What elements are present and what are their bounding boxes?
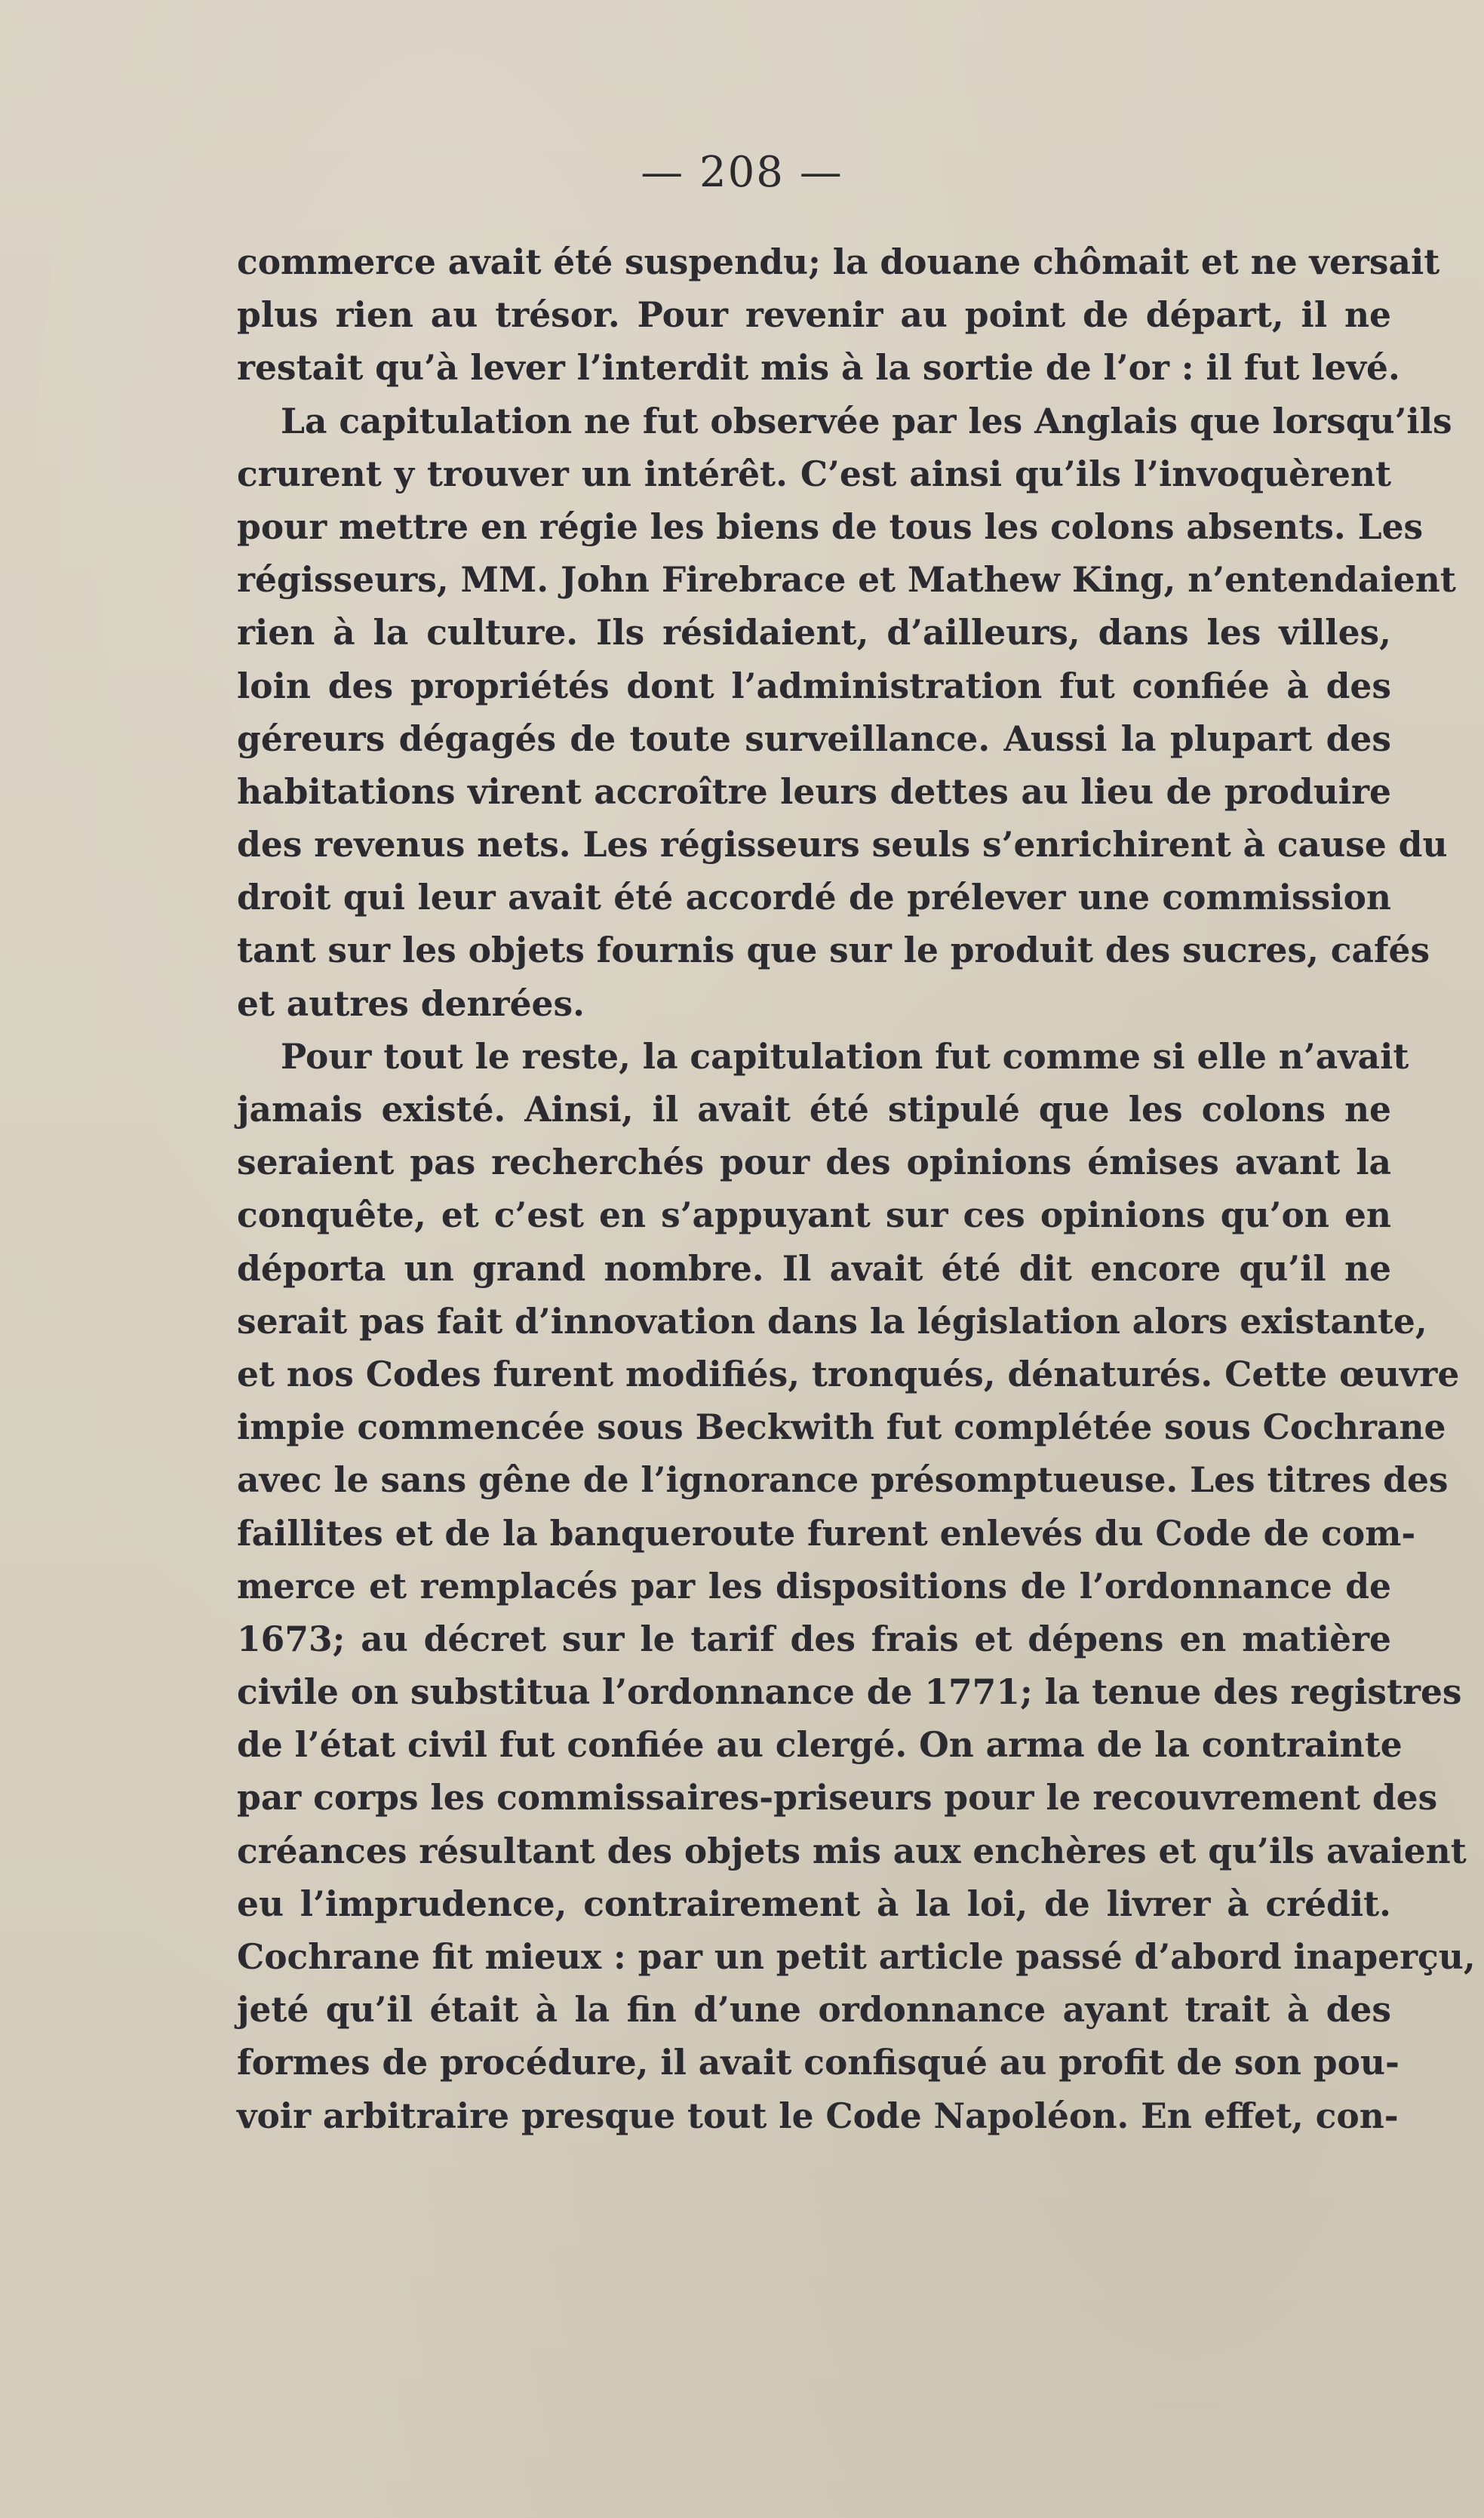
text-line: tant sur les objets fournis que sur le produit des sucres, cafés xyxy=(237,930,1430,971)
text-line: faillites et de la banqueroute furent enlevés du Code de com- xyxy=(237,1512,1416,1554)
text-line: formes de procédure, il avait confisqué au profit de son pou- xyxy=(237,2042,1400,2083)
text-line: par corps les commissaires-priseurs pour le recouvrement des xyxy=(237,1777,1438,1819)
text-line: serait pas fait d’innovation dans la législation alors existante, xyxy=(237,1300,1427,1342)
page-number: — 208 — xyxy=(641,148,843,197)
text-line: Cochrane fit mieux : par un petit article passé d’abord inaperçu, xyxy=(237,1936,1476,1977)
text-line: civile on substitua l’ordonnance de 1771; la tenue des registres xyxy=(237,1671,1462,1713)
body-text xyxy=(237,235,1476,2142)
text-line: rien à la culture. Ils résidaient, d’ailleurs, dans les villes, xyxy=(237,612,1391,653)
text-line: eu l’imprudence, contrairement à la loi, de livrer à crédit. xyxy=(237,1883,1391,1924)
text-line: impie commencée sous Beckwith fut complétée sous Cochrane xyxy=(237,1407,1446,1448)
text-line: habitations virent accroître leurs dettes au lieu de produire xyxy=(237,770,1391,812)
text-line: géreurs dégagés de toute surveillance. Aussi la plupart des xyxy=(237,718,1391,759)
text-line: avec le sans gêne de l’ignorance présomptueuse. Les titres des xyxy=(237,1459,1449,1501)
text-line: créances résultant des objets mis aux enchères et qu’ils avaient xyxy=(237,1830,1467,1871)
text-line: jeté qu’il était à la fin d’une ordonnance ayant trait à des xyxy=(237,1989,1391,2031)
text-line: La capitulation ne fut observée par les Anglais que lorsqu’ils xyxy=(281,400,1452,441)
text-line: crurent y trouver un intérêt. C’est ainsi qu’ils l’invoquèrent xyxy=(237,453,1391,494)
text-line: et nos Codes furent modifiés, tronqués, dénaturés. Cette œuvre xyxy=(237,1353,1460,1394)
text-line: de l’état civil fut confiée au clergé. On arma de la contrainte xyxy=(237,1724,1403,1766)
text-line: des revenus nets. Les régisseurs seuls s’enrichirent à cause du xyxy=(237,824,1448,865)
text-line: merce et remplacés par les dispositions de l’ordonnance de xyxy=(237,1565,1391,1606)
text-line: déporta un grand nombre. Il avait été dit encore qu’il ne xyxy=(237,1247,1391,1289)
text-line: droit qui leur avait été accordé de prélever une commission xyxy=(237,877,1391,918)
text-line: restait qu’à lever l’interdit mis à la sortie de l’or : il fut levé. xyxy=(237,347,1400,389)
text-line: commerce avait été suspendu; la douane chômait et ne versait xyxy=(237,241,1440,282)
text-line: seraient pas recherchés pour des opinions émises avant la xyxy=(237,1142,1391,1183)
text-line: régisseurs, MM. John Firebrace et Mathew King, n’entendaient xyxy=(237,559,1456,601)
text-line: pour mettre en régie les biens de tous les colons absents. Les xyxy=(237,506,1424,547)
text-line: et autres denrées. xyxy=(237,982,585,1024)
text-line: loin des propriétés dont l’administration fut confiée à des xyxy=(237,665,1391,706)
text-line: Pour tout le reste, la capitulation fut comme si elle n’avait xyxy=(281,1035,1409,1077)
text-line: plus rien au trésor. Pour revenir au point de départ, il ne xyxy=(237,294,1391,336)
text-line: voir arbitraire presque tout le Code Napoléon. En effet, con- xyxy=(237,2095,1399,2136)
text-line: jamais existé. Ainsi, il avait été stipulé que les colons ne xyxy=(237,1089,1391,1130)
text-line: 1673; au décret sur le tarif des frais et dépens en matière xyxy=(237,1618,1391,1659)
text-line: conquête, et c’est en s’appuyant sur ces opinions qu’on en xyxy=(237,1194,1391,1236)
